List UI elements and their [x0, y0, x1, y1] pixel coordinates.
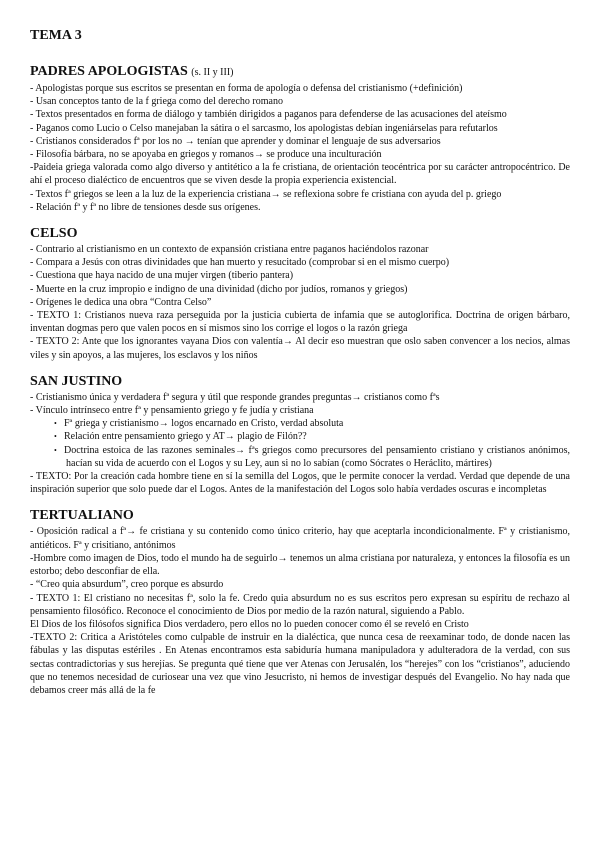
paragraph: - Contrario al cristianismo en un contexto de expansión cristiana entre paganos haciéndolos razonar — [30, 244, 429, 256]
paragraph: - TEXTO 2: Ante que los ignorantes vayana Dios con valentía→ Al decir eso muestran que oslo saben convencer a los necios, almas viles y sin apoyos, a las mujeres, los esclavos y los niños — [30, 336, 570, 361]
paragraph: - Filosofía bárbara, no se apoyaba en griegos y romanos→ se produce una inculturación — [30, 149, 382, 161]
paragraph: - Cristianismo única y verdadera fª segura y útil que responde grandes preguntas→ cristianos como fªs — [30, 391, 440, 403]
paragraph: - TEXTO: Por la creación cada hombre tiene en sí la semilla del Logos, que le permite conocer la verdad. Verdad que depende de una inspiración superior que solo puede dar el Logos. Antes de la manifestación del Logos solo había verdades oscuras e incompletas — [30, 471, 570, 496]
section-celso — [30, 226, 570, 362]
section-title-text: PADRES APOLOGISTAS — [30, 64, 188, 79]
bullet-item: • Fª griega y cristianismo→ logos encarnado en Cristo, verdad absoluta — [30, 417, 570, 430]
paragraph: - Relación fª y fª no libre de tensiones desde sus orígenes. — [30, 201, 261, 213]
paragraph: - Textos presentados en forma de diálogo y también dirigidos a paganos para defenderse de las acusaciones del ateísmo — [30, 109, 507, 121]
paragraph: - Orígenes le dedica una obra “Contra Celso” — [30, 296, 212, 308]
section-title: CELSO — [30, 226, 78, 242]
paragraph: - Muerte en la cruz impropio e indigno de una divinidad (dicho por judíos, romanos y griegos) — [30, 283, 408, 295]
section-tertuliano — [30, 508, 570, 697]
paragraph: - Oposición radical a fª→ fe cristiana y su contenido como único criterio, hay que aceptarla incondicionalmente. Fª y cristianismo, antiéticos. Fª y crisitiano, antónimos — [30, 526, 570, 551]
section-title: SAN JUSTINO — [30, 373, 123, 389]
paragraph: - Compara a Jesús con otras divinidades que han muerto y resucitado (comprobar si en el mismo cuerpo) — [30, 257, 450, 269]
paragraph: -Paideia griega valorada como algo diverso y antitético a la fe cristiana, de orientación teocéntrica por su carácter antropocéntrico. De ahí el proceso dialéctico de encuentros que se viven desde la propia experiencia existencial. — [30, 162, 570, 187]
paragraph: - Cristianos considerados fª por los no → tenían que aprender y dominar el lenguaje de sus adversarios — [30, 135, 441, 147]
paragraph: - Apologistas porque sus escritos se presentan en forma de apología o defensa del cristianismo (+definición) — [30, 83, 463, 94]
paragraph: - Vínculo intrínseco entre fª y pensamiento griego y fe judía y cristiana — [30, 405, 314, 417]
section-san-justino — [30, 374, 570, 497]
paragraph: El Dios de los filósofos significa Dios verdadero, pero ellos no lo pueden conocer como él se reveló en Cristo — [30, 618, 469, 630]
section-subtitle: (s. II y III) — [191, 67, 234, 78]
paragraph: -TEXTO 2: Critica a Aristóteles como culpable de instruir en la dialéctica, que nunca cesa de reexaminar todo, de donde nacen las fábulas y las disputas estériles . En Atenas encontramos esta sabiduría humana manipuladora y adulteradora de la verdad, con sus sectas contradictorias y sus herejías. Se pregunta qué tiene que ver Atenas con Jerusalén, los “herejes” con los “cristianos”, aduciendo que no tenemos necesidad de curiosear una vez que vino Jesucristo, ni hemos de investigar después del Evangelio. No hay nada que debamos creer más allá de la fe — [30, 632, 570, 696]
paragraph: - “Creo quia absurdum”, creo porque es absurdo — [30, 579, 224, 591]
paragraph: - Textos fª griegos se leen a la luz de la experiencia cristiana→ se reflexiona sobre fe cristiana con ayuda del p. griego — [30, 188, 502, 200]
paragraph: - Paganos como Lucio o Celso manejaban la sátira o el sarcasmo, los apologistas debían ingeniárselas para refutarlos — [30, 122, 498, 134]
section-title: TERTUALIANO — [30, 508, 134, 524]
paragraph: - TEXTO 1: El cristiano no necesitas fª, solo la fe. Credo quia absurdum no es sus escritos pero expresan su espíritu de rechazo al pensamiento filosófico. Reconoce el conocimiento de Dios por medio de la razón natural, siguiendo a Pablo. — [30, 592, 570, 617]
paragraph: - Usan conceptos tanto de la f griega como del derecho romano — [30, 96, 283, 108]
section-title — [30, 64, 570, 81]
bullet-item: • Doctrina estoica de las razones seminales→ fªs griegos como precursores del pensamiento cristiano y cristianos anónimos, hacían su vida de acuerdo con el Logos y su Ley, aun si no lo sabían (como Sócrates o Heráclito, mártires) — [30, 444, 570, 470]
paragraph: - Cuestiona que haya nacido de una mujer virgen (tiberio pantera) — [30, 270, 294, 282]
document-title: TEMA 3 — [30, 28, 82, 43]
bullet-item: • Relación entre pensamiento griego y AT→ plagio de Filón?? — [30, 430, 570, 443]
section-padres-apologistas — [30, 64, 570, 214]
paragraph: - TEXTO 1: Cristianos nueva raza perseguida por la justicia cubierta de infamia que se autoglorifica. Doctrina de origen bárbaro, inventan dogmas pero que valen pocos en sí mismos sino los corrige el logos o la razón griega — [30, 310, 570, 335]
paragraph: -Hombre como imagen de Dios, todo el mundo ha de seguirlo→ tenemos un alma cristiana por naturaleza, y entonces la filosofía es un estorbo; debo desconfiar de ella. — [30, 552, 570, 578]
